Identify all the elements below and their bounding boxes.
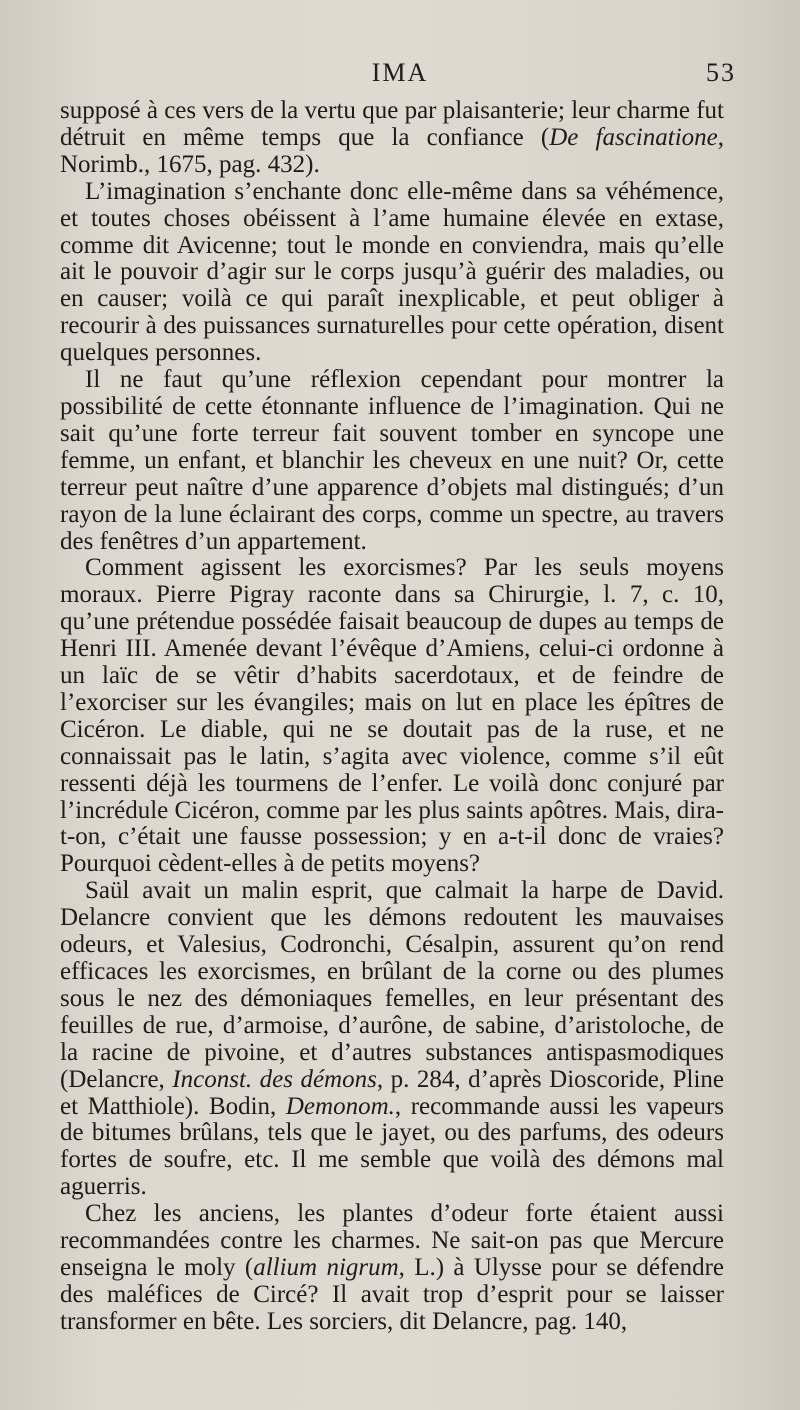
page-header [60,58,740,94]
text-segment: , p. 284, d’après Dioscoride, Pline et Matthiole). Bodin, [60,1065,724,1120]
italic-text: Inconst. des démons [172,1065,377,1093]
paragraph [60,1201,724,1336]
text-segment: , L.) à Ulysse pour se défendre des maléfices de Circé? Il avait trop d’esprit pour se laisser transformer en bête. Les sorciers, dit Delancre, pag. 140, [60,1253,724,1335]
text-segment: Chez les anciens, les plantes d’odeur forte étaient aussi recommandées contre les charmes. Ne sait-on pas que Mercure enseigna le moly ( [60,1200,724,1281]
paragraph [60,367,724,555]
text-segment: L’imagination s’enchante donc elle-même dans sa véhémence, et toutes choses obéissent à l’ame humaine élevée en extase, comme dit Avicenne; tout le monde en conviendra, mais qu’elle ait le pouvoir d’agir sur le corps jusqu’à guérir des maladies, ou en causer; voilà ce qui paraît inexplicable, et peut obliger à recourir à des puissances surnaturelles pour cette opération, disent quelques personnes. [60,177,724,367]
text-segment: Il ne faut qu’une réflexion cependant pour montrer la possibilité de cette étonnante influence de l’imagination. Qui ne sait qu’une forte terreur fait souvent tomber en syncope une femme, un enfant, et blanchir les cheveux en une nuit? Or, cette terreur peut naître d’une apparence d’objets mal distingués; d’un rayon de la lune éclairant des corps, comme un spectre, au travers des fenêtres d’un appartement. [60,366,724,555]
paragraph [60,878,724,1201]
page-number: 53 [706,58,736,87]
paragraph [60,555,724,878]
text-segment: Comment agissent les exorcismes? Par les seuls moyens moraux. Pierre Pigray raconte dans sa Chirurgie, l. 7, c. 10, qu’une prétendue possédée faisait beaucoup de dupes au temps de Henri III. Amenée devant l’évêque d’Amiens, celui-ci ordonne à un laïc de se vêtir d’habits sacerdotaux, et de feindre de l’exorciser sur les évangiles; mais on lut en place les épîtres de Cicéron. Le diable, qui ne se doutait pas de la ruse, et ne connaissait pas le latin, s’agita avec violence, comme s’il eût ressenti déjà les tourmens de l’enfer. Le voilà donc conjuré par l’incrédule Cicéron, comme par les plus saints apôtres. Mais, dira-t-on, c’était une fausse possession; y en a-t-il donc de vraies? Pourquoi cèdent-elles à de petits moyens? [60,554,724,878]
text-segment: Saül avait un malin esprit, que calmait la harpe de David. Delancre convient que les démons redoutent les mauvaises odeurs, et Valesius, Codronchi, Césalpin, assurent qu’on rend efficaces les exorcismes, en brûlant de la corne ou des plumes sous le nez des démoniaques femelles, en leur présentant des feuilles de rue, d’armoise, d’aurône, de sabine, d’aristoloche, de la racine de pivoine, et d’autres substances antispasmodiques (Delancre, [60,877,724,1093]
paragraph [60,179,724,367]
italic-text: allium nigrum [253,1253,399,1281]
running-head: IMA [371,58,429,87]
text-segment: , recommande aussi les vapeurs de bitumes brûlans, tels que le jayet, ou des parfums, des odeurs fortes de soufre, etc. Il me semble que voilà des démons mal aguerris. [60,1092,724,1201]
text-segment: , Norimb., 1675, pag. 432). [60,123,724,178]
italic-text: Demonom. [285,1092,395,1120]
italic-text: De fascinatione [549,123,718,151]
text-segment: supposé à ces vers de la vertu que par plaisanterie; leur charme fut détruit en même temps que la confiance ( [60,97,724,151]
paragraph [60,98,724,179]
body-text [60,98,724,1336]
